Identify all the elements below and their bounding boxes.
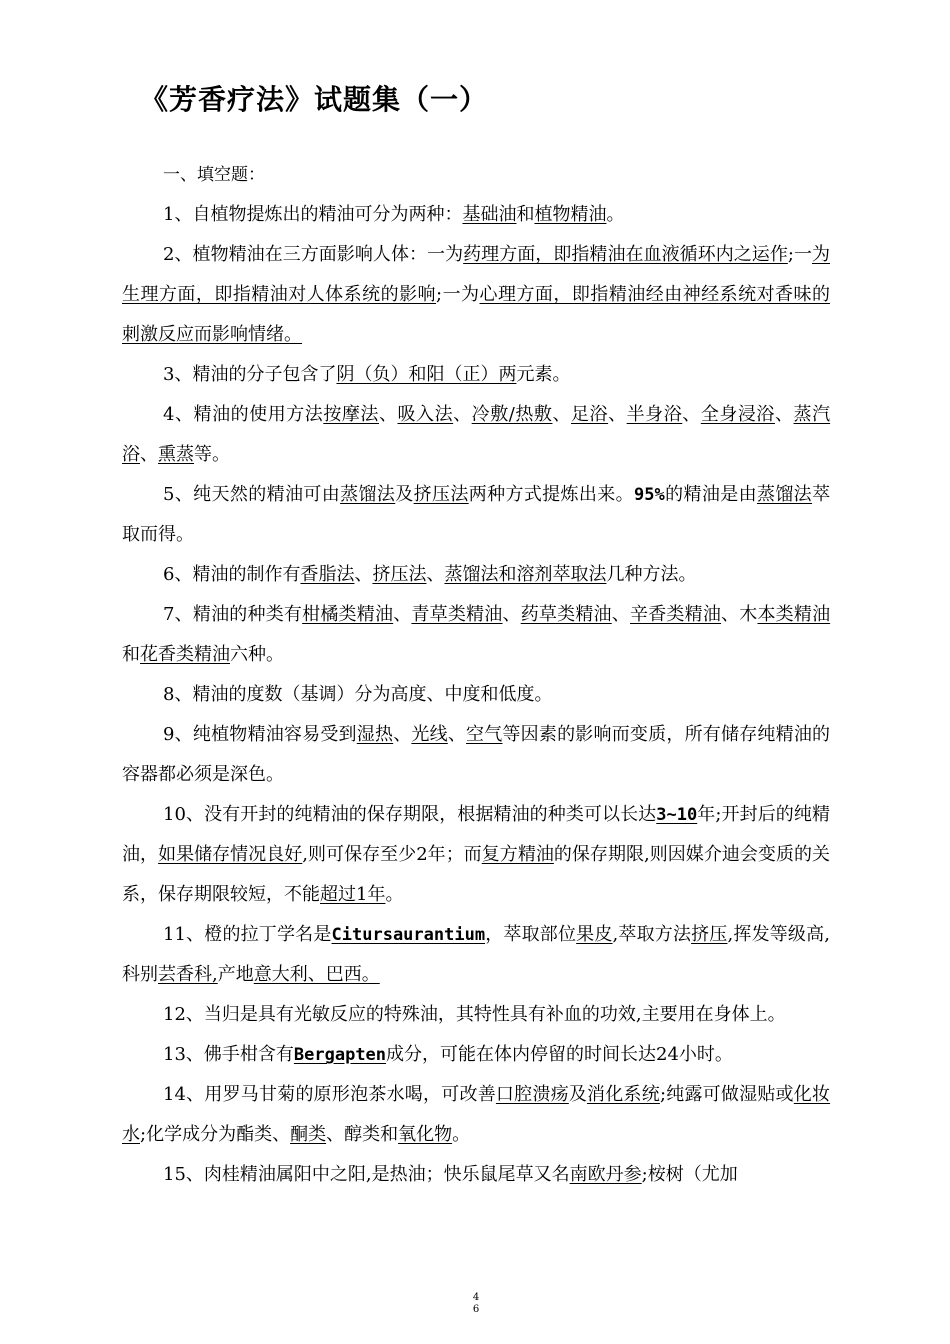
text: 10、没有开封的纯精油的保存期限，根据精油的种类可以长达 bbox=[163, 804, 657, 825]
answer: 氧化物 bbox=[398, 1124, 453, 1145]
text: 1、自植物提炼出的精油可分为两种： bbox=[163, 204, 463, 225]
text: 14、用罗马甘菊的原形泡茶水喝，可改善 bbox=[163, 1084, 496, 1105]
text: 及 bbox=[568, 1084, 588, 1105]
answer: 芸香科, bbox=[158, 964, 218, 985]
text: 和 bbox=[516, 204, 535, 225]
answer: 药理方面，即指精油在血液循环内之运作 bbox=[463, 244, 788, 265]
question-4 bbox=[122, 395, 830, 475]
answer: 本类精油 bbox=[757, 604, 831, 625]
answer: 口腔溃疡 bbox=[495, 1084, 569, 1105]
answer: 植物精油 bbox=[534, 204, 607, 225]
text: ;一 bbox=[787, 244, 813, 265]
text: 。 bbox=[606, 204, 625, 225]
text: 和 bbox=[122, 644, 140, 665]
answer: 按摩法 bbox=[323, 404, 379, 425]
text: ,挥发等级高,科别 bbox=[122, 924, 831, 985]
text: 成分，可能在体内停留的时间长达24小时。 bbox=[386, 1044, 733, 1065]
question-2 bbox=[122, 235, 830, 355]
page-number-bottom: 6 bbox=[472, 1304, 480, 1315]
text: ;一为 bbox=[436, 284, 480, 305]
answer: 酮类 bbox=[290, 1124, 327, 1145]
text: 9、纯植物精油容易受到 bbox=[163, 724, 357, 745]
question-10 bbox=[122, 795, 830, 915]
answer: 吸入法 bbox=[397, 404, 454, 425]
percentage: 95% bbox=[634, 485, 665, 505]
answer: 足浴 bbox=[571, 404, 609, 425]
text: 、 bbox=[774, 404, 794, 425]
text: 、 bbox=[453, 404, 472, 425]
answer: 辛香类精油 bbox=[629, 604, 722, 625]
text: 产地 bbox=[217, 964, 254, 985]
answer: 心理方面，即指精油经由神经系统对香味的刺激反应而影响情绪。 bbox=[122, 284, 831, 345]
text: 几种方法。 bbox=[606, 564, 697, 585]
answer: 挤压法 bbox=[413, 484, 469, 505]
question-14 bbox=[122, 1075, 830, 1155]
text: 、 bbox=[552, 404, 571, 425]
text: ;桉树（尤加 bbox=[641, 1164, 738, 1185]
answer: 南欧丹参 bbox=[569, 1164, 642, 1185]
answer: 药草类精油 bbox=[520, 604, 612, 625]
text: 、 bbox=[682, 404, 701, 425]
text: 。 bbox=[452, 1124, 471, 1145]
text: 等。 bbox=[194, 444, 230, 465]
answer: 半身浴 bbox=[626, 404, 683, 425]
answer: 湿热 bbox=[356, 724, 394, 745]
text: 等因素的影响而变质，所有储存纯精油的容器都必须是深色。 bbox=[122, 724, 831, 785]
answer: 蒸汽浴 bbox=[122, 404, 831, 465]
answer: 蒸馏法和溶剂萃取法 bbox=[444, 564, 607, 585]
text: 的保存期限,则因媒介迪会变质的关系，保存期限较短，不能 bbox=[122, 844, 830, 905]
text: 、 bbox=[611, 604, 630, 625]
text: 3、精油的分子包含了 bbox=[163, 364, 337, 385]
answer: 复方精油 bbox=[481, 844, 554, 865]
answer: 化妆水 bbox=[122, 1084, 831, 1145]
answer: 蒸馏法 bbox=[340, 484, 396, 505]
text: 年;开封后的纯精油， bbox=[122, 804, 830, 865]
text: ;化学成分为酯类、 bbox=[140, 1124, 291, 1145]
question-3 bbox=[122, 355, 830, 395]
answer: 为生理方面，即指精油对人体系统的影响 bbox=[122, 244, 831, 305]
question-6 bbox=[122, 555, 830, 595]
text: 11、橙的拉丁学名是 bbox=[163, 924, 332, 945]
answer: 香脂法 bbox=[300, 564, 355, 585]
text: 、醇类和 bbox=[326, 1124, 399, 1145]
text: 、 bbox=[354, 564, 373, 585]
question-8 bbox=[122, 675, 830, 715]
answer: Citursaurantium bbox=[331, 925, 486, 945]
text: 、 bbox=[447, 724, 467, 745]
text: 8、精油的度数（基调）分为高度、中度和低度。 bbox=[163, 684, 553, 705]
answer: 如果储存情况良好 bbox=[158, 844, 303, 865]
text: 、 bbox=[393, 604, 412, 625]
text: 的精油是由 bbox=[664, 484, 757, 505]
section-heading: 一、填空题： bbox=[163, 165, 265, 185]
text: ,萃取方法 bbox=[612, 924, 692, 945]
text: 、 bbox=[426, 564, 445, 585]
answer: 冷敷/热敷 bbox=[471, 404, 553, 425]
text: 及 bbox=[395, 484, 414, 505]
answer: 柑橘类精油 bbox=[302, 604, 394, 625]
text: 、 bbox=[502, 604, 521, 625]
text: 、 bbox=[608, 404, 627, 425]
question-13 bbox=[122, 1035, 830, 1075]
answer: 挤压法 bbox=[372, 564, 427, 585]
text: 。 bbox=[385, 884, 404, 905]
text: 12、当归是具有光敏反应的特殊油，其特性具有补血的功效,主要用在身体上。 bbox=[163, 1004, 786, 1025]
text: 15、肉桂精油属阳中之阳,是热油；快乐鼠尾草又名 bbox=[163, 1164, 570, 1185]
text: ，萃取部位 bbox=[485, 924, 577, 945]
answer: 果皮 bbox=[576, 924, 613, 945]
answer: 3~10 bbox=[656, 805, 698, 825]
text: 7、精油的种类有 bbox=[163, 604, 303, 625]
question-1 bbox=[122, 195, 830, 235]
text: ,则可保存至少2年；而 bbox=[302, 844, 482, 865]
answer: 全身浸浴 bbox=[700, 404, 775, 425]
answer: 空气 bbox=[466, 724, 503, 745]
text: 、 bbox=[140, 444, 158, 465]
answer: 基础油 bbox=[462, 204, 517, 225]
question-11 bbox=[122, 915, 830, 995]
question-list bbox=[122, 195, 830, 1195]
text: 六种。 bbox=[230, 644, 284, 665]
answer: Bergapten bbox=[293, 1045, 387, 1065]
text: 13、佛手柑含有 bbox=[163, 1044, 294, 1065]
answer: 青草类精油 bbox=[411, 604, 503, 625]
text: 、 bbox=[378, 404, 398, 425]
answer: 光线 bbox=[411, 724, 448, 745]
question-7 bbox=[122, 595, 830, 675]
answer: 意大利、巴西。 bbox=[253, 964, 380, 985]
answer: 蒸馏法 bbox=[756, 484, 813, 505]
text: ;纯露可做湿贴或 bbox=[659, 1084, 794, 1105]
answer: 挤压 bbox=[691, 924, 728, 945]
text: 元素。 bbox=[516, 364, 571, 385]
text: 2、植物精油在三方面影响人体：一为 bbox=[163, 244, 464, 265]
answer: 阴（负）和阳（正）两 bbox=[336, 364, 517, 385]
answer: 超过1年 bbox=[320, 884, 386, 905]
question-15 bbox=[122, 1155, 830, 1195]
text: 萃取而得。 bbox=[122, 484, 831, 545]
text: 、 bbox=[393, 724, 412, 745]
page-number-top: 4 bbox=[472, 1292, 480, 1303]
answer: 消化系统 bbox=[587, 1084, 660, 1105]
document-title: 《芳香疗法》试题集（一） bbox=[140, 83, 489, 116]
text: 、木 bbox=[721, 604, 758, 625]
question-12 bbox=[122, 995, 830, 1035]
question-5 bbox=[122, 475, 830, 555]
question-9 bbox=[122, 715, 830, 795]
answer: 熏蒸 bbox=[158, 444, 194, 465]
text: 5、纯天然的精油可由 bbox=[163, 484, 341, 505]
text: 4、精油的使用方法 bbox=[163, 404, 324, 425]
text: 两种方式提炼出来。 bbox=[468, 484, 635, 505]
answer: 花香类精油 bbox=[140, 644, 230, 665]
text: 6、精油的制作有 bbox=[163, 564, 301, 585]
